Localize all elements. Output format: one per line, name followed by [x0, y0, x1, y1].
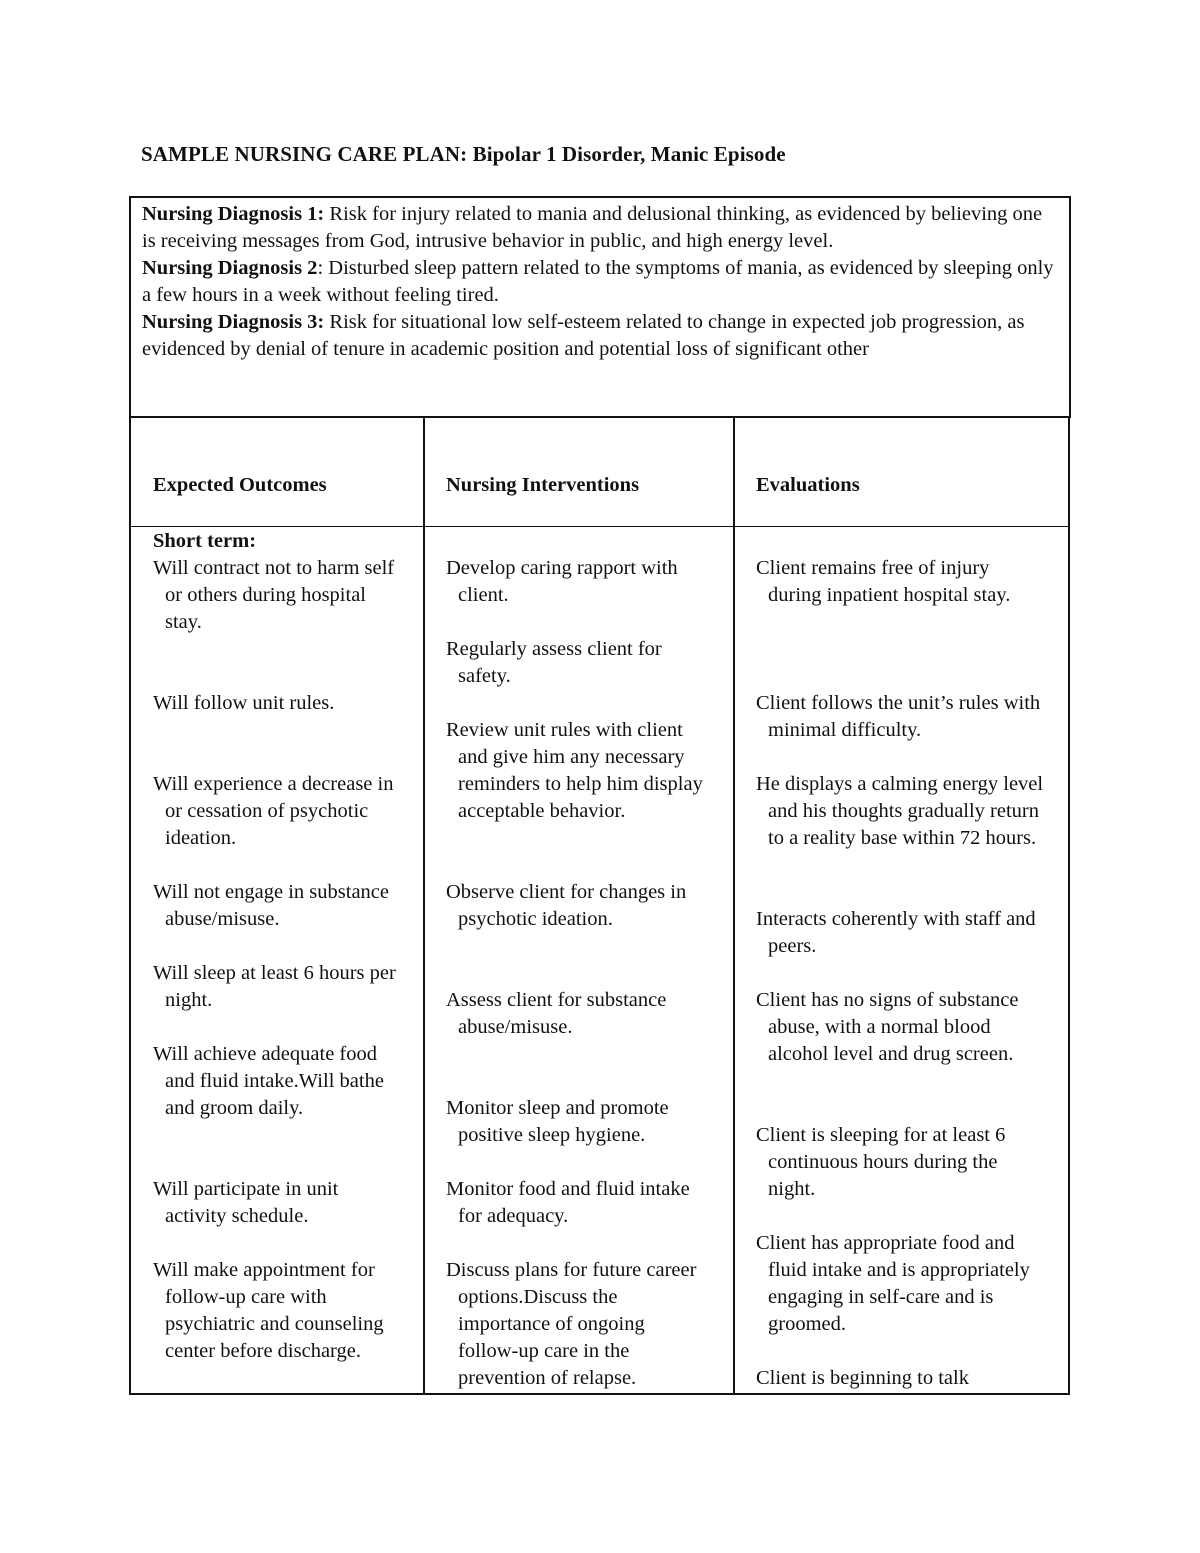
intervention-item: Assess client for substance abuse/misuse. — [446, 989, 667, 1038]
header-evaluations: Evaluations — [756, 474, 860, 496]
evaluation-item: Interacts coherently with staff and peers. — [756, 908, 1036, 957]
diagnosis-3 — [142, 309, 1059, 363]
outcome-item: Will achieve adequate food and fluid intake.Will bathe and groom daily. — [153, 1043, 384, 1119]
diagnosis-box — [129, 196, 1071, 418]
interventions-column — [446, 528, 708, 1392]
evaluations-column — [756, 528, 1046, 1392]
outcome-item: Will not engage in substance abuse/misuse. — [153, 881, 390, 930]
outcomes-column — [153, 528, 403, 1365]
intervention-item: Review unit rules with client and give him any necessary reminders to help him display acceptable behavior. — [446, 719, 703, 822]
evaluation-item: Client is sleeping for at least 6 continuous hours during the night. — [756, 1124, 1006, 1200]
care-plan-table — [129, 418, 1070, 1395]
evaluation-item: Client has appropriate food and fluid intake and is appropriately engaging in self-care and is groomed. — [756, 1232, 1030, 1335]
evaluation-item: Client remains free of injury during inpatient hospital stay. — [756, 557, 1011, 606]
outcome-item: Will experience a decrease in or cessation of psychotic ideation. — [153, 773, 394, 849]
outcome-item: Will contract not to harm self or others during hospital stay. — [153, 557, 395, 633]
intervention-item: Regularly assess client for safety. — [446, 638, 662, 687]
outcome-item: Will sleep at least 6 hours per night. — [153, 962, 396, 1011]
header-expected-outcomes: Expected Outcomes — [153, 474, 327, 496]
intervention-item: Monitor sleep and promote positive sleep hygiene. — [446, 1097, 669, 1146]
diagnosis-text: : Disturbed sleep pattern related to the symptoms of mania, as evidenced by sleeping only a few hours in a week without feeling tired. — [142, 257, 1054, 306]
header-divider — [131, 526, 1068, 527]
short-term-label: Short term: — [153, 530, 257, 552]
outcome-item: Will follow unit rules. — [153, 692, 335, 714]
diagnosis-text: Risk for injury related to mania and delusional thinking, as evidenced by believing one is receiving messages from God, intrusive behavior in public, and high energy level. — [142, 203, 1043, 252]
header-nursing-interventions: Nursing Interventions — [446, 474, 640, 496]
outcome-item: Will make appointment for follow-up care with psychiatric and counseling center before discharge. — [153, 1259, 384, 1362]
intervention-item: Monitor food and fluid intake for adequacy. — [446, 1178, 690, 1227]
evaluation-item: He displays a calming energy level and his thoughts gradually return to a reality base within 72 hours. — [756, 773, 1044, 849]
intervention-item: Discuss plans for future career options.Discuss the importance of ongoing follow-up care in the prevention of relapse. — [446, 1259, 697, 1389]
intervention-item: Observe client for changes in psychotic ideation. — [446, 881, 687, 930]
intervention-item: Develop caring rapport with client. — [446, 557, 678, 606]
evaluation-item: Client has no signs of substance abuse, with a normal blood alcohol level and drug screen. — [756, 989, 1019, 1065]
diagnosis-1 — [142, 201, 1059, 255]
diagnosis-label: Nursing Diagnosis 3: — [142, 311, 325, 333]
evaluation-item: Client follows the unit’s rules with minimal difficulty. — [756, 692, 1041, 741]
column-divider — [733, 418, 735, 1393]
outcome-item: Will participate in unit activity schedule. — [153, 1178, 339, 1227]
diagnosis-text: Risk for situational low self-esteem related to change in expected job progression, as evidenced by denial of tenure in academic position and potential loss of significant other — [142, 311, 1025, 360]
evaluation-item: Client is beginning to talk — [756, 1367, 969, 1389]
diagnosis-label: Nursing Diagnosis 1: — [142, 203, 325, 225]
column-divider — [423, 418, 425, 1393]
diagnosis-2 — [142, 255, 1059, 309]
diagnosis-label: Nursing Diagnosis 2 — [142, 257, 318, 279]
page-title: SAMPLE NURSING CARE PLAN: Bipolar 1 Disorder, Manic Episode — [141, 142, 786, 166]
